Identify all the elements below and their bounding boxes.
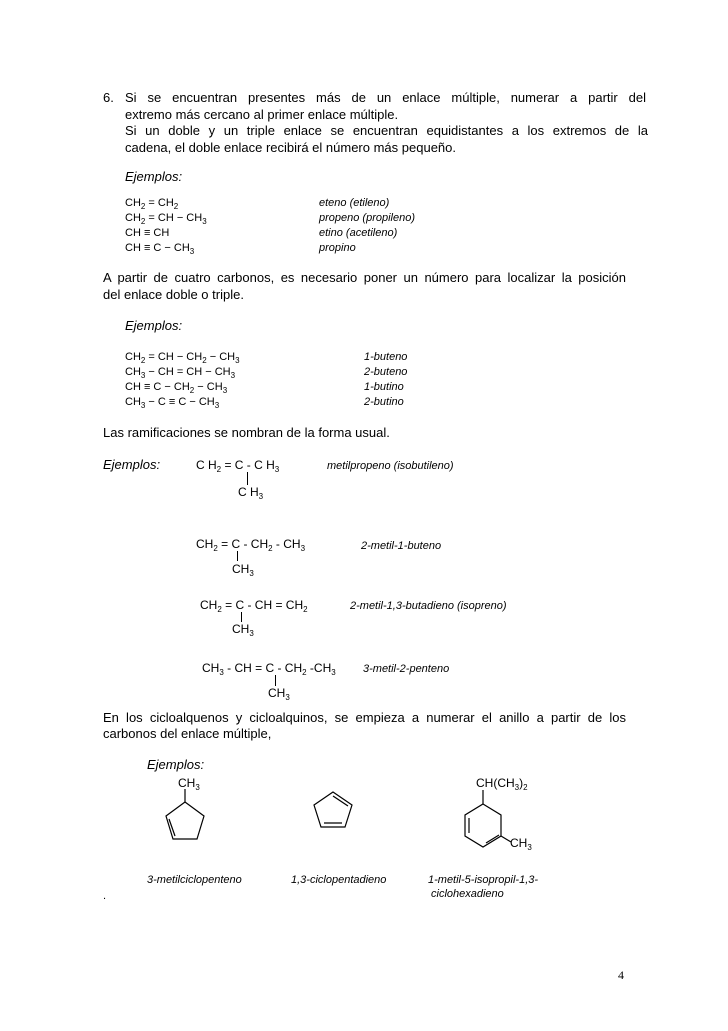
formula-etino: CH ≡ CH bbox=[125, 227, 170, 239]
formula-2-metil-1-buteno-main: $CH_2 = C - CH_2 - CH_3$ bbox=[196, 537, 306, 553]
formula-2-buteno: $CH_3$ − CH = CH − $CH_3$ bbox=[125, 366, 236, 380]
cyclopentadiene-ring-icon bbox=[310, 790, 356, 830]
name-2-buteno: 2-buteno bbox=[364, 366, 408, 378]
cyclohexadiene-ring-icon bbox=[455, 790, 515, 850]
formula-isopreno-main: $CH_2 = C$ - CH = $CH_2$ bbox=[200, 598, 308, 614]
name-3-metil-2-penteno: 3-metil-2-penteno bbox=[363, 663, 450, 675]
branches-intro: Las ramificaciones se nombran de la forma usual. bbox=[103, 425, 390, 440]
substituent-ch3: $CH_3$ bbox=[510, 836, 532, 852]
examples-label: Ejemplos: bbox=[147, 757, 205, 772]
name-3-metilciclopenteno: 3-metilciclopenteno bbox=[147, 874, 242, 886]
substituent-ch3: $CH_3$ bbox=[178, 776, 200, 792]
formula-isopreno-branch: $CH_3$ bbox=[232, 622, 254, 638]
rule6-line-4: cadena, el doble enlace recibirá el número más pequeño. bbox=[125, 140, 456, 155]
substituent-isopropyl: $CH(CH_3)_2$ bbox=[476, 776, 528, 792]
rule-number: 6. bbox=[103, 90, 114, 105]
formula-propeno: $CH_2$ = CH − $CH_3$ bbox=[125, 212, 207, 226]
stray-mark: . bbox=[103, 890, 107, 902]
name-propeno: propeno (propileno) bbox=[319, 212, 416, 224]
examples-label: Ejemplos: bbox=[125, 169, 183, 184]
formula-metilpropeno-branch: C $H_3$ bbox=[238, 485, 264, 501]
name-etino: etino (acetileno) bbox=[319, 227, 398, 239]
formula-propino: CH ≡ $C - CH_3$ bbox=[125, 242, 195, 256]
formula-1-buteno: $CH_2$ = CH − $CH_2 - CH_3$ bbox=[125, 351, 240, 365]
name-cyclohexadiene-line-1: 1-metil-5-isopropil-1,3- bbox=[428, 874, 539, 886]
cyclo-line-1: En los cicloalquenos y cicloalquinos, se empieza a numerar el anillo a partir de los bbox=[103, 710, 626, 725]
section2-line-1: A partir de cuatro carbonos, es necesario poner un número para localizar la posición bbox=[103, 270, 626, 285]
rule6-line-3: Si un doble y un triple enlace se encuentran equidistantes a los extremos de la bbox=[125, 123, 648, 138]
page-number: 4 bbox=[618, 968, 624, 982]
cyclo-line-2: carbonos del enlace múltiple, bbox=[103, 726, 272, 741]
cyclopentene-ring-icon bbox=[160, 788, 212, 848]
rule6-line-2: extremo más cercano al primer enlace múltiple. bbox=[125, 107, 399, 122]
branch-bond bbox=[275, 675, 276, 686]
examples-label: Ejemplos: bbox=[103, 457, 161, 472]
name-isopreno: 2-metil-1,3-butadieno (isopreno) bbox=[350, 600, 507, 612]
formula-metilpropeno-main: C $H_2 = C - C$ $H_3$ bbox=[196, 458, 280, 474]
branch-bond bbox=[247, 472, 248, 485]
branch-bond bbox=[241, 612, 242, 622]
formula-3-metil-2-penteno-branch: $CH_3$ bbox=[268, 686, 290, 702]
name-metilpropeno: metilpropeno (isobutileno) bbox=[327, 460, 454, 472]
name-2-metil-1-buteno: 2-metil-1-buteno bbox=[361, 540, 442, 552]
formula-3-metil-2-penteno-main: $CH_3$ - CH = C - $CH_2$ $-CH_3$ bbox=[202, 661, 336, 677]
rule6-line-1: Si se encuentran presentes más de un enlace múltiple, numerar a partir del bbox=[125, 90, 646, 105]
name-1-butino: 1-butino bbox=[364, 381, 404, 393]
branch-bond bbox=[237, 551, 238, 561]
name-2-butino: 2-butino bbox=[364, 396, 404, 408]
name-eteno: eteno (etileno) bbox=[319, 197, 390, 209]
name-1-buteno: 1-buteno bbox=[364, 351, 408, 363]
name-propino: propino bbox=[319, 242, 356, 254]
formula-2-metil-1-buteno-branch: $CH_3$ bbox=[232, 562, 254, 578]
formula-eteno: $CH_2 = CH_2$ bbox=[125, 197, 179, 211]
section2-line-2: del enlace doble o triple. bbox=[103, 287, 244, 302]
formula-2-butino: $CH_3 - C \equiv C - CH_3$ bbox=[125, 396, 220, 410]
formula-1-butino: CH ≡ $C - CH_2 - CH_3$ bbox=[125, 381, 228, 395]
name-1-3-ciclopentadieno: 1,3-ciclopentadieno bbox=[291, 874, 387, 886]
name-cyclohexadiene-line-2: ciclohexadieno bbox=[431, 888, 504, 900]
examples-label: Ejemplos: bbox=[125, 318, 183, 333]
